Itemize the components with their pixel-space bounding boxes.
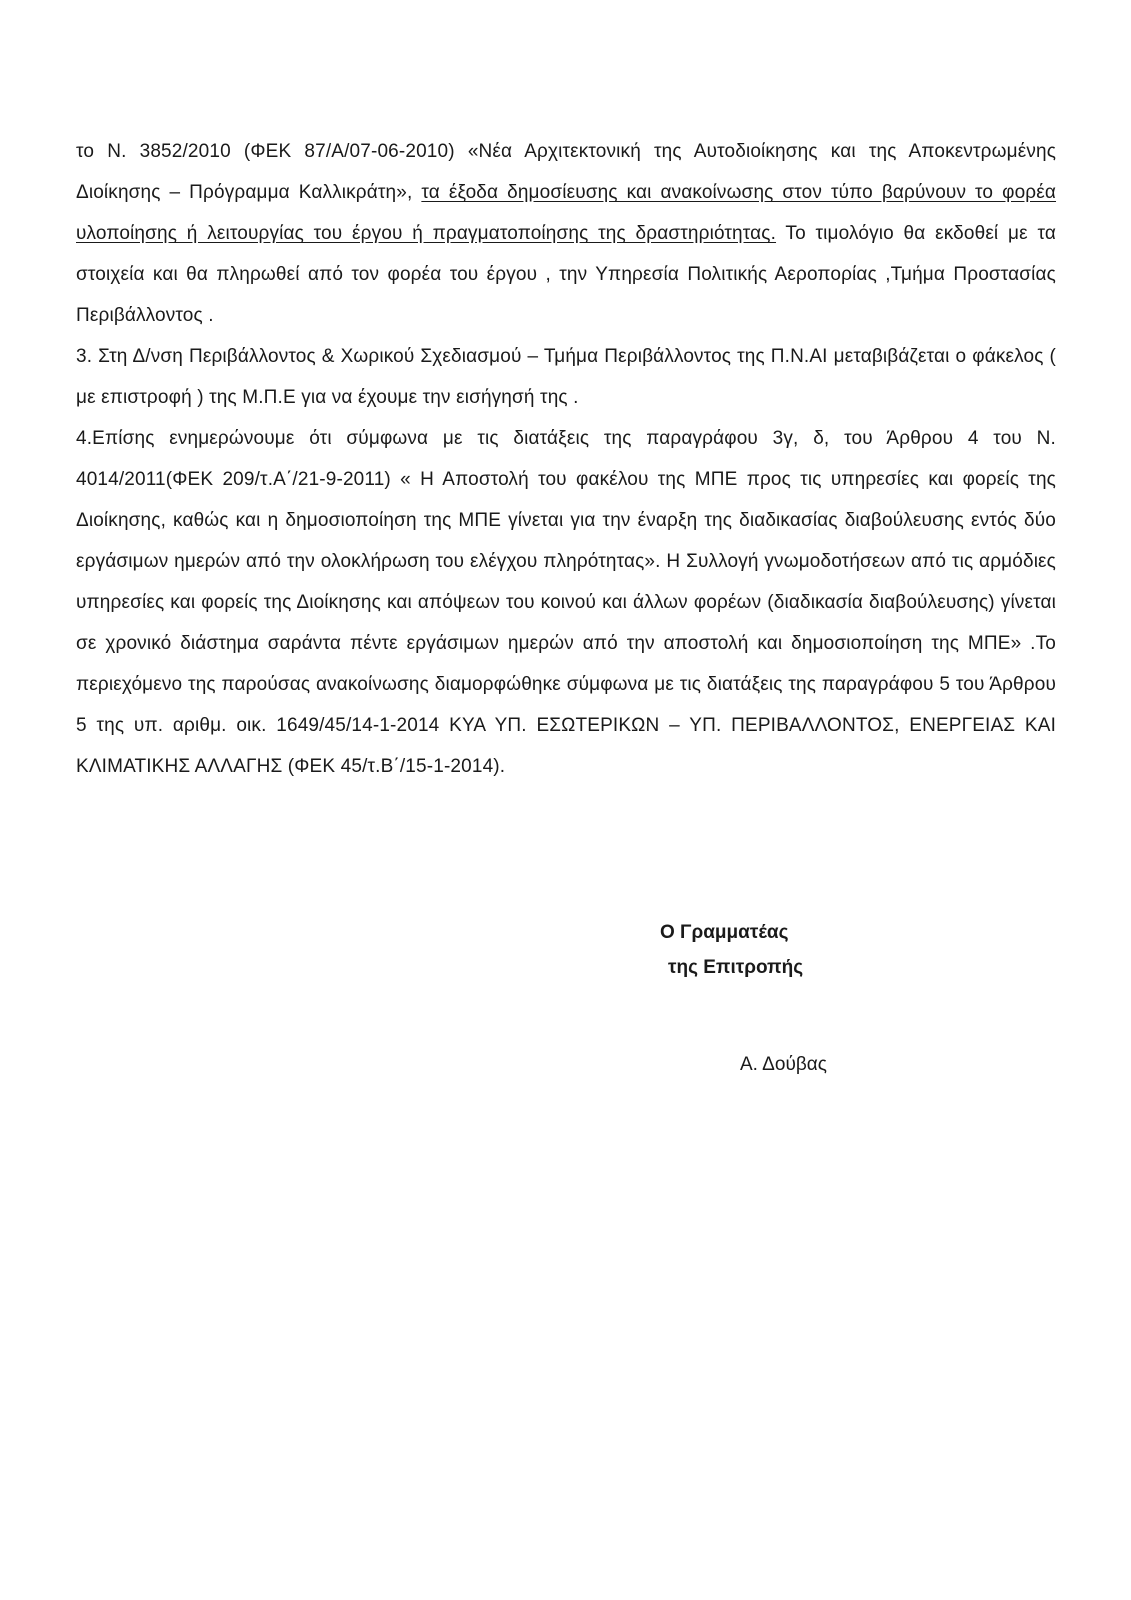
signatory-name: Α. Δούβας — [740, 1054, 827, 1075]
signature-title — [660, 915, 803, 985]
paragraph-1-invoice-text: Το τιμολόγιο θα εκδοθεί με τα στοιχεία και θα πληρωθεί από τον φορέα του έργου , την Υπηρεσία Πολιτικής Αεροπορίας ,Τμήμα Προστασίας Περιβάλλοντος . — [76, 223, 1056, 326]
paragraph-1-text: το Ν. 3852/2010 (ΦΕΚ 87/Α/07-06-2010) «Νέα Αρχιτεκτονική της Αυτοδιοίκησης και της Αποκεντρωμένης Διοίκησης – Πρόγραμμα Καλλικράτη», — [76, 141, 1056, 203]
paragraph-3: 3. Στη Δ/νση Περιβάλλοντος & Χωρικού Σχεδιασμού – Τμήμα Περιβάλλοντος της Π.Ν.ΑΙ μεταβιβάζεται ο φάκελος ( με επιστροφή ) της Μ.Π.Ε για να έχουμε την εισήγησή της . — [76, 346, 1056, 408]
document-body — [76, 131, 1056, 787]
paragraph-1-underlined-text: τα έξοδα δημοσίευσης και ανακοίνωσης στον τύπο βαρύνουν το φορέα υλοποίησης ή λειτουργίας του έργου ή πραγματοποίησης της δραστηριότητας. — [76, 182, 1057, 244]
signature-title-line-2: της Επιτροπής — [668, 957, 804, 978]
paragraph-4: 4.Επίσης ενημερώνουμε ότι σύμφωνα με τις διατάξεις της παραγράφου 3γ, δ, του Άρθρου 4 του Ν. 4014/2011(ΦΕΚ 209/τ.Α΄/21-9-2011) « Η Αποστολή του φακέλου της ΜΠΕ προς τις υπηρεσίες και φορείς της Διοίκησης, καθώς και η δημοσιοποίηση της ΜΠΕ γίνεται για την έναρξη της διαδικασίας διαβούλευσης εντός δύο εργάσιμων ημερών από την ολοκλήρωση του ελέγχου πληρότητας». Η Συλλογή γνωμοδοτήσεων από τις αρμόδιες υπηρεσίες και φορείς της Διοίκησης και απόψεων του κοινού και άλλων φορέων (διαδικασία διαβούλευσης) γίνεται σε χρονικό διάστημα σαράντα πέντε εργάσιμων ημερών από την αποστολή και δημοσιοποίηση της ΜΠΕ» .Το περιεχόμενο της παρούσας ανακοίνωσης διαμορφώθηκε σύμφωνα με τις διατάξεις της παραγράφου 5 του Άρθρου 5 της υπ. αριθμ. οικ. 1649/45/14-1-2014 ΚΥΑ ΥΠ. ΕΣΩΤΕΡΙΚΩΝ – ΥΠ. ΠΕΡΙΒΑΛΛΟΝΤΟΣ, ΕΝΕΡΓΕΙΑΣ ΚΑΙ ΚΛΙΜΑΤΙΚΗΣ ΑΛΛΑΓΗΣ (ΦΕΚ 45/τ.Β΄/15-1-2014). — [76, 428, 1056, 777]
signature-title-line-1: Ο Γραμματέας — [660, 922, 789, 943]
paragraph-law-reference — [76, 131, 1056, 336]
